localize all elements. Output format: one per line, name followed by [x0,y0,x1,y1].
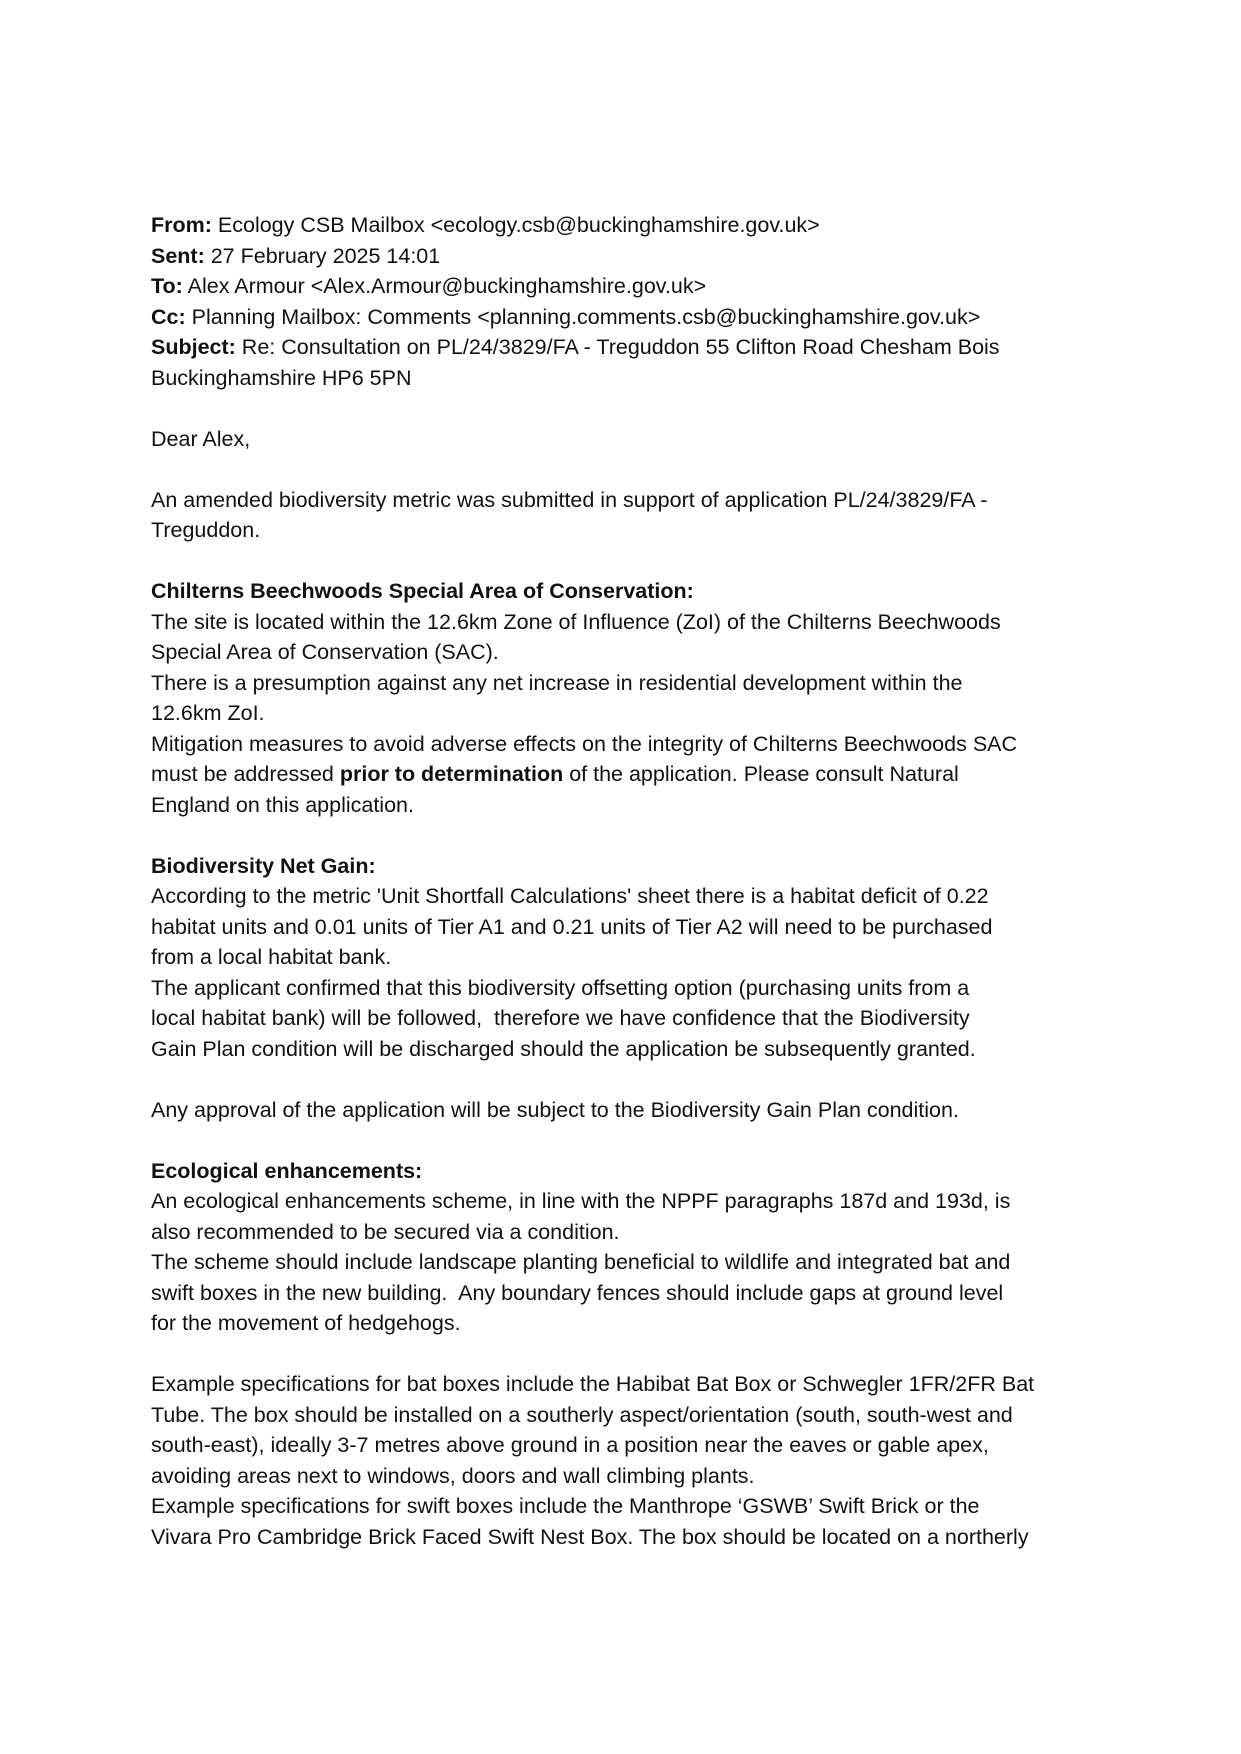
paragraph-line: Vivara Pro Cambridge Brick Faced Swift Nest Box. The box should be located on a northerly [151,1524,1029,1549]
paragraph-line: Example specifications for swift boxes include the Manthrope ‘GSWB’ Swift Brick or the [151,1494,980,1518]
sac-section [151,576,1091,820]
greeting: Dear Alex, [151,426,251,451]
paragraph-line: The scheme should include landscape planting beneficial to wildlife and integrated bat and [151,1250,1011,1274]
paragraph-line: Example specifications for bat boxes include the Habibat Bat Box or Schwegler 1FR/2FR Bat [151,1372,1035,1396]
to-line: To: Alex Armour <Alex.Armour@buckinghamshire.gov.uk> [151,274,707,298]
intro-line: Treguddon. [151,518,261,542]
paragraph-line: England on this application. [151,792,414,817]
paragraph-line: The site is located within the 12.6km Zone of Influence (ZoI) of the Chilterns Beechwoods [151,609,1001,634]
paragraph-line: south-east), ideally 3-7 metres above ground in a position near the eaves or gable apex, [151,1433,989,1457]
paragraph-line: also recommended to be secured via a condition. [151,1219,620,1244]
bng-heading: Biodiversity Net Gain: [151,853,376,878]
email-header [151,210,1091,393]
eco-heading: Ecological enhancements: [151,1158,423,1183]
paragraph-line: must be addressed prior to determination of the application. Please consult Natural [151,762,959,786]
paragraph-line: The applicant confirmed that this biodiversity offsetting option (purchasing units from a [151,975,970,1000]
email-document [151,210,1091,1552]
sac-heading: Chilterns Beechwoods Special Area of Conservation: [151,579,694,603]
paragraph-line: There is a presumption against any net increase in residential development within the [151,670,963,695]
paragraph-line: 12.6km ZoI. [151,701,265,725]
cc-line: Cc: Planning Mailbox: Comments <planning.comments.csb@buckinghamshire.gov.uk> [151,304,981,329]
paragraph-line: swift boxes in the new building. Any boundary fences should include gaps at ground level [151,1280,1004,1305]
paragraph-line: from a local habitat bank. [151,945,392,969]
approval-line: Any approval of the application will be subject to the Biodiversity Gain Plan condition. [151,1097,959,1122]
paragraph-line: local habitat bank) will be followed, therefore we have confidence that the Biodiversity [151,1006,970,1030]
paragraph-line: Gain Plan condition will be discharged should the application be subsequently granted. [151,1036,976,1061]
paragraph-line: Special Area of Conservation (SAC). [151,640,499,664]
bng-section [151,851,1091,1126]
paragraph-line: An ecological enhancements scheme, in line with the NPPF paragraphs 187d and 193d, is [151,1189,1011,1213]
subject-line-continued: Buckinghamshire HP6 5PN [151,365,412,390]
intro-line: An amended biodiversity metric was submitted in support of application PL/24/3829/FA - [151,487,988,512]
subject-line: Subject: Re: Consultation on PL/24/3829/FA - Treguddon 55 Clifton Road Chesham Bois [151,335,1000,359]
paragraph-line: habitat units and 0.01 units of Tier A1 and 0.21 units of Tier A2 will need to be purchased [151,914,993,939]
paragraph-line: According to the metric 'Unit Shortfall Calculations' sheet there is a habitat deficit of 0.22 [151,884,989,908]
sent-line: Sent: 27 February 2025 14:01 [151,243,441,268]
paragraph-line: Tube. The box should be installed on a southerly aspect/orientation (south, south-west and [151,1402,1013,1427]
paragraph-line: Mitigation measures to avoid adverse effects on the integrity of Chilterns Beechwoods SAC [151,731,1018,756]
from-line: From: Ecology CSB Mailbox <ecology.csb@buckinghamshire.gov.uk> [151,213,820,237]
paragraph-line: for the movement of hedgehogs. [151,1311,461,1335]
paragraph-line: avoiding areas next to windows, doors and wall climbing plants. [151,1463,755,1488]
eco-section [151,1156,1091,1553]
